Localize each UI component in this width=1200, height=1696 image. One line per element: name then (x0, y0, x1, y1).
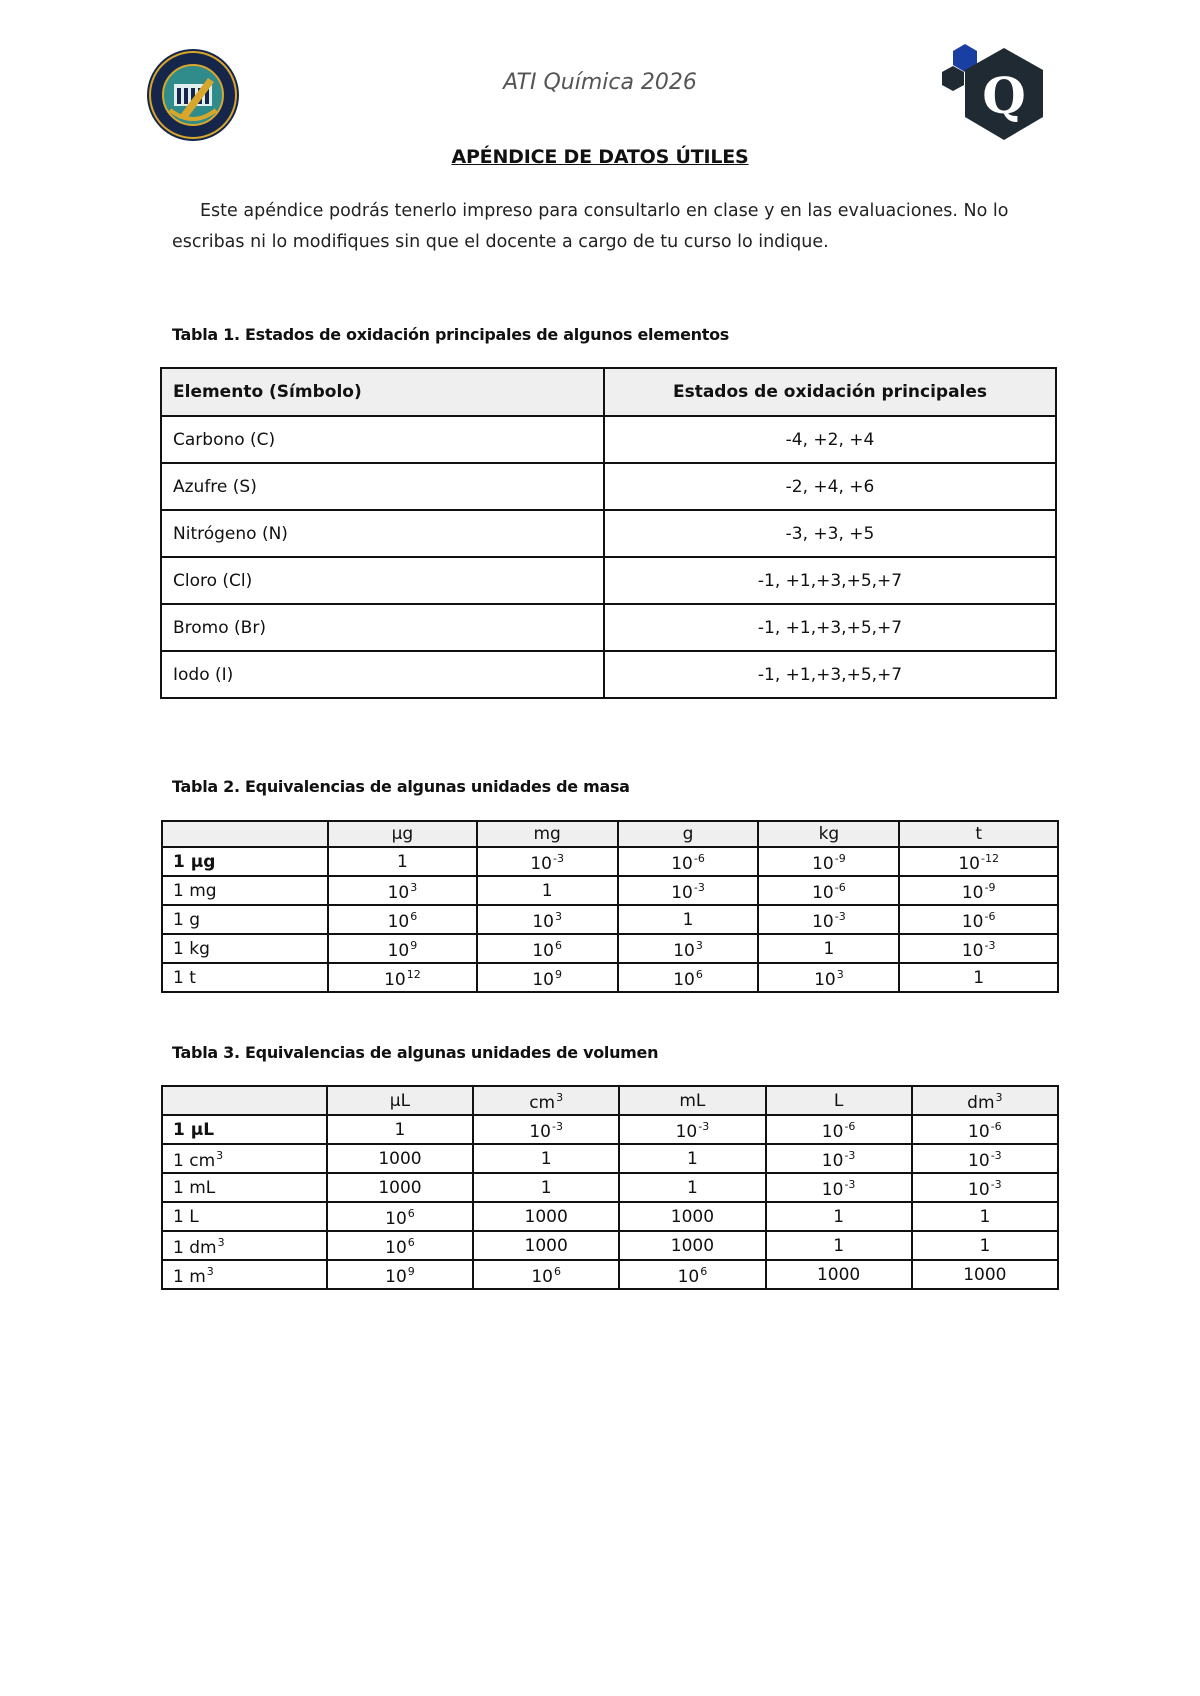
table-row (162, 1173, 1058, 1202)
value-cell: $10^9$ (328, 934, 477, 963)
value-cell: 1000 (619, 1231, 765, 1260)
table-row (161, 651, 1056, 698)
value-cell: 1 (766, 1202, 912, 1231)
element-cell: Cloro (Cl) (161, 557, 604, 604)
value-cell: $10^6$ (619, 1260, 765, 1289)
value-cell: $10^9$ (477, 963, 618, 992)
row-label: 1 $m^3$ (162, 1260, 327, 1289)
value-cell: 1000 (327, 1173, 473, 1202)
row-label: 1 mg (162, 876, 328, 905)
table-row (161, 416, 1056, 463)
value-cell: 1 (473, 1173, 619, 1202)
table-header-row (162, 1086, 1058, 1115)
university-seal-icon (146, 48, 240, 142)
value-cell: $10^{-3}$ (899, 934, 1058, 963)
table-row (162, 1202, 1058, 1231)
corner-header (162, 821, 328, 847)
value-cell: 1 (912, 1231, 1058, 1260)
column-header: $dm^3$ (912, 1086, 1058, 1115)
value-cell: $10^{-6}$ (618, 847, 759, 876)
value-cell: 1 (618, 905, 759, 934)
oxidation-states-cell: -1, +1,+3,+5,+7 (604, 604, 1056, 651)
oxidation-states-table (160, 367, 1057, 699)
value-cell: 1 (619, 1173, 765, 1202)
value-cell: $10^3$ (758, 963, 899, 992)
column-header: mL (619, 1086, 765, 1115)
table-row (161, 463, 1056, 510)
value-cell: $10^{-3}$ (618, 876, 759, 905)
value-cell: $10^3$ (328, 876, 477, 905)
value-cell: 1 (758, 934, 899, 963)
table-header-row (162, 821, 1058, 847)
oxidation-states-cell: -4, +2, +4 (604, 416, 1056, 463)
value-cell: 1000 (327, 1144, 473, 1173)
value-cell: $10^{-3}$ (758, 905, 899, 934)
value-cell: $10^{-3}$ (619, 1115, 765, 1144)
value-cell: $10^{-3}$ (766, 1173, 912, 1202)
document-title: APÉNDICE DE DATOS ÚTILES (451, 146, 749, 168)
value-cell: $10^3$ (477, 905, 618, 934)
table-row (162, 963, 1058, 992)
value-cell: 1 (328, 847, 477, 876)
value-cell: 1 (327, 1115, 473, 1144)
value-cell: 1 (766, 1231, 912, 1260)
value-cell: 1 (899, 963, 1058, 992)
value-cell: $10^{-6}$ (758, 876, 899, 905)
value-cell: $10^{-6}$ (899, 905, 1058, 934)
oxidation-states-cell: -3, +3, +5 (604, 510, 1056, 557)
element-cell: Bromo (Br) (161, 604, 604, 651)
table-row (161, 510, 1056, 557)
column-header: Estados de oxidación principales (604, 368, 1056, 416)
column-header: $cm^3$ (473, 1086, 619, 1115)
element-cell: Nitrógeno (N) (161, 510, 604, 557)
value-cell: 1 (912, 1202, 1058, 1231)
table-row (162, 905, 1058, 934)
column-header: g (618, 821, 759, 847)
column-header: Elemento (Símbolo) (161, 368, 604, 416)
column-header: mg (477, 821, 618, 847)
value-cell: $10^6$ (618, 963, 759, 992)
column-header: kg (758, 821, 899, 847)
value-cell: $10^{12}$ (328, 963, 477, 992)
mass-units-table (161, 820, 1059, 993)
corner-header (162, 1086, 327, 1115)
oxidation-states-cell: -1, +1,+3,+5,+7 (604, 651, 1056, 698)
row-label: 1 t (162, 963, 328, 992)
row-label: 1 L (162, 1202, 327, 1231)
q-hexagon-logo-icon (940, 44, 1052, 148)
value-cell: 1000 (619, 1202, 765, 1231)
value-cell: $10^{-6}$ (912, 1115, 1058, 1144)
value-cell: $10^{-3}$ (477, 847, 618, 876)
svg-text:Q: Q (982, 66, 1026, 125)
value-cell: $10^6$ (473, 1260, 619, 1289)
column-header: t (899, 821, 1058, 847)
table-row (162, 1231, 1058, 1260)
value-cell: $10^6$ (477, 934, 618, 963)
volume-units-table (161, 1085, 1059, 1290)
value-cell: 1 (473, 1144, 619, 1173)
header-title: ATI Química 2026 (503, 70, 697, 95)
row-label: 1 $cm^3$ (162, 1144, 327, 1173)
value-cell: $10^{-3}$ (766, 1144, 912, 1173)
column-header: µL (327, 1086, 473, 1115)
value-cell: $10^{-6}$ (766, 1115, 912, 1144)
element-cell: Iodo (I) (161, 651, 604, 698)
table2-caption: Tabla 2. Equivalencias de algunas unidades de masa (172, 777, 630, 796)
element-cell: Carbono (C) (161, 416, 604, 463)
table-row (161, 557, 1056, 604)
row-label: 1 µg (162, 847, 328, 876)
value-cell: $10^{-9}$ (899, 876, 1058, 905)
value-cell: $10^{-9}$ (758, 847, 899, 876)
row-label: 1 g (162, 905, 328, 934)
value-cell: $10^9$ (327, 1260, 473, 1289)
table-row (162, 934, 1058, 963)
oxidation-states-cell: -2, +4, +6 (604, 463, 1056, 510)
value-cell: 1000 (473, 1202, 619, 1231)
value-cell: $10^{-3}$ (912, 1173, 1058, 1202)
row-label: 1 $dm^3$ (162, 1231, 327, 1260)
value-cell: $10^{-3}$ (473, 1115, 619, 1144)
value-cell: $10^6$ (327, 1231, 473, 1260)
row-label: 1 mL (162, 1173, 327, 1202)
value-cell: 1000 (912, 1260, 1058, 1289)
table-row (162, 1260, 1058, 1289)
column-header: L (766, 1086, 912, 1115)
table-row (162, 1115, 1058, 1144)
value-cell: $10^{-3}$ (912, 1144, 1058, 1173)
element-cell: Azufre (S) (161, 463, 604, 510)
table-row (162, 847, 1058, 876)
value-cell: $10^6$ (327, 1202, 473, 1231)
value-cell: 1000 (473, 1231, 619, 1260)
value-cell: 1000 (766, 1260, 912, 1289)
row-label: 1 kg (162, 934, 328, 963)
table-row (162, 876, 1058, 905)
row-label: 1 µL (162, 1115, 327, 1144)
intro-paragraph: Este apéndice podrás tenerlo impreso para consultarlo en clase y en las evaluaciones. No lo escribas ni lo modifiques sin que el docente a cargo de tu curso lo indique. (172, 201, 1009, 252)
table3-caption: Tabla 3. Equivalencias de algunas unidades de volumen (172, 1043, 659, 1062)
column-header: µg (328, 821, 477, 847)
oxidation-states-cell: -1, +1,+3,+5,+7 (604, 557, 1056, 604)
value-cell: 1 (619, 1144, 765, 1173)
value-cell: 1 (477, 876, 618, 905)
table-row (161, 604, 1056, 651)
value-cell: $10^3$ (618, 934, 759, 963)
value-cell: $10^{-12}$ (899, 847, 1058, 876)
value-cell: $10^6$ (328, 905, 477, 934)
table1-caption: Tabla 1. Estados de oxidación principales de algunos elementos (172, 325, 730, 344)
table-row (162, 1144, 1058, 1173)
table-header-row (161, 368, 1056, 416)
